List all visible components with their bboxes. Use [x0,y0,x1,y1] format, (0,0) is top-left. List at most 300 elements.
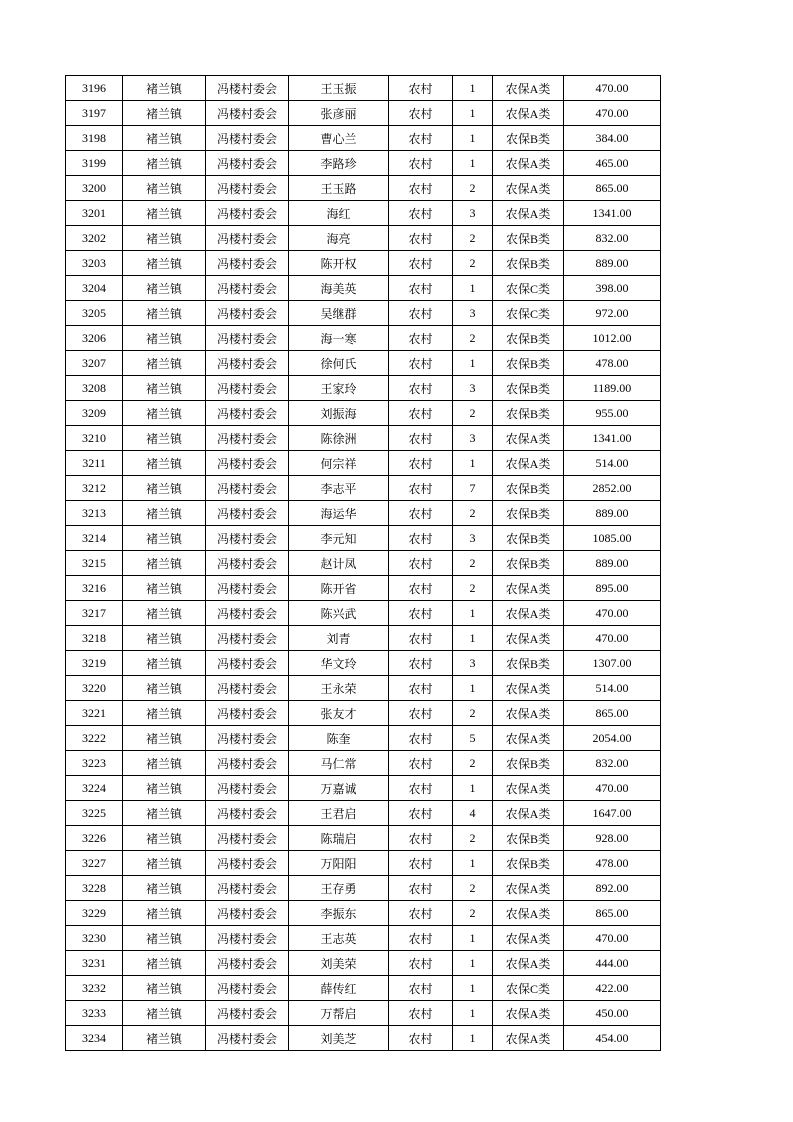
village-committee-cell: 冯楼村委会 [206,801,289,826]
row-id-cell: 3201 [66,201,123,226]
person-name-cell: 李元知 [289,526,389,551]
person-count-cell: 2 [453,576,493,601]
row-id-cell: 3214 [66,526,123,551]
town-cell: 褚兰镇 [123,951,206,976]
village-committee-cell: 冯楼村委会 [206,826,289,851]
amount-cell: 889.00 [564,501,661,526]
village-committee-cell: 冯楼村委会 [206,426,289,451]
person-name-cell: 万阳阳 [289,851,389,876]
residence-type-cell: 农村 [389,326,453,351]
row-id-cell: 3204 [66,276,123,301]
residence-type-cell: 农村 [389,476,453,501]
village-committee-cell: 冯楼村委会 [206,501,289,526]
town-cell: 褚兰镇 [123,976,206,1001]
person-name-cell: 王君启 [289,801,389,826]
person-name-cell: 刘振海 [289,401,389,426]
insurance-category-cell: 农保A类 [493,101,564,126]
town-cell: 褚兰镇 [123,101,206,126]
amount-cell: 972.00 [564,301,661,326]
town-cell: 褚兰镇 [123,901,206,926]
town-cell: 褚兰镇 [123,626,206,651]
insurance-category-cell: 农保A类 [493,951,564,976]
row-id-cell: 3198 [66,126,123,151]
person-name-cell: 王玉路 [289,176,389,201]
person-count-cell: 7 [453,476,493,501]
town-cell: 褚兰镇 [123,676,206,701]
row-id-cell: 3202 [66,226,123,251]
insurance-category-cell: 农保C类 [493,976,564,1001]
row-id-cell: 3197 [66,101,123,126]
village-committee-cell: 冯楼村委会 [206,476,289,501]
person-count-cell: 2 [453,501,493,526]
amount-cell: 865.00 [564,176,661,201]
town-cell: 褚兰镇 [123,826,206,851]
village-committee-cell: 冯楼村委会 [206,876,289,901]
person-name-cell: 赵计凤 [289,551,389,576]
insurance-category-cell: 农保C类 [493,301,564,326]
amount-cell: 478.00 [564,351,661,376]
insurance-category-cell: 农保B类 [493,351,564,376]
person-name-cell: 海红 [289,201,389,226]
insurance-category-cell: 农保B类 [493,476,564,501]
person-count-cell: 1 [453,1026,493,1051]
person-name-cell: 王永荣 [289,676,389,701]
row-id-cell: 3213 [66,501,123,526]
table-row [66,501,661,526]
person-name-cell: 陈开权 [289,251,389,276]
person-name-cell: 张彦丽 [289,101,389,126]
residence-type-cell: 农村 [389,76,453,101]
person-name-cell: 陈徐洲 [289,426,389,451]
person-count-cell: 1 [453,126,493,151]
village-committee-cell: 冯楼村委会 [206,701,289,726]
person-name-cell: 陈兴武 [289,601,389,626]
amount-cell: 1085.00 [564,526,661,551]
town-cell: 褚兰镇 [123,551,206,576]
amount-cell: 514.00 [564,676,661,701]
person-name-cell: 王家玲 [289,376,389,401]
insurance-category-cell: 农保A类 [493,801,564,826]
village-committee-cell: 冯楼村委会 [206,251,289,276]
village-committee-cell: 冯楼村委会 [206,226,289,251]
amount-cell: 889.00 [564,251,661,276]
town-cell: 褚兰镇 [123,151,206,176]
insurance-category-cell: 农保A类 [493,876,564,901]
insurance-category-cell: 农保B类 [493,851,564,876]
amount-cell: 470.00 [564,626,661,651]
amount-cell: 1307.00 [564,651,661,676]
amount-cell: 470.00 [564,776,661,801]
table-row [66,276,661,301]
row-id-cell: 3218 [66,626,123,651]
table-row [66,776,661,801]
residence-type-cell: 农村 [389,176,453,201]
amount-cell: 422.00 [564,976,661,1001]
person-count-cell: 3 [453,426,493,451]
amount-cell: 514.00 [564,451,661,476]
village-committee-cell: 冯楼村委会 [206,676,289,701]
table-row [66,126,661,151]
person-name-cell: 王玉振 [289,76,389,101]
amount-cell: 478.00 [564,851,661,876]
insurance-category-cell: 农保A类 [493,926,564,951]
row-id-cell: 3216 [66,576,123,601]
person-count-cell: 1 [453,1001,493,1026]
insurance-category-cell: 农保B类 [493,326,564,351]
residence-type-cell: 农村 [389,1001,453,1026]
table-row [66,226,661,251]
person-name-cell: 华文玲 [289,651,389,676]
village-committee-cell: 冯楼村委会 [206,551,289,576]
person-name-cell: 张友才 [289,701,389,726]
person-name-cell: 李振东 [289,901,389,926]
payment-table [65,75,661,1051]
insurance-category-cell: 农保A类 [493,201,564,226]
insurance-category-cell: 农保A类 [493,76,564,101]
town-cell: 褚兰镇 [123,501,206,526]
village-committee-cell: 冯楼村委会 [206,326,289,351]
residence-type-cell: 农村 [389,376,453,401]
row-id-cell: 3221 [66,701,123,726]
row-id-cell: 3232 [66,976,123,1001]
town-cell: 褚兰镇 [123,851,206,876]
village-committee-cell: 冯楼村委会 [206,851,289,876]
row-id-cell: 3233 [66,1001,123,1026]
village-committee-cell: 冯楼村委会 [206,651,289,676]
row-id-cell: 3211 [66,451,123,476]
person-name-cell: 刘美荣 [289,951,389,976]
residence-type-cell: 农村 [389,751,453,776]
person-count-cell: 1 [453,601,493,626]
insurance-category-cell: 农保A类 [493,451,564,476]
table-row [66,1001,661,1026]
person-name-cell: 王存勇 [289,876,389,901]
amount-cell: 470.00 [564,601,661,626]
row-id-cell: 3219 [66,651,123,676]
town-cell: 褚兰镇 [123,751,206,776]
village-committee-cell: 冯楼村委会 [206,451,289,476]
person-name-cell: 海运华 [289,501,389,526]
town-cell: 褚兰镇 [123,576,206,601]
table-row [66,801,661,826]
person-name-cell: 李路珍 [289,151,389,176]
row-id-cell: 3234 [66,1026,123,1051]
village-committee-cell: 冯楼村委会 [206,926,289,951]
town-cell: 褚兰镇 [123,651,206,676]
insurance-category-cell: 农保A类 [493,576,564,601]
amount-cell: 2852.00 [564,476,661,501]
payment-table-body [66,76,661,1051]
insurance-category-cell: 农保B类 [493,126,564,151]
person-name-cell: 海美英 [289,276,389,301]
table-row [66,851,661,876]
table-row [66,951,661,976]
residence-type-cell: 农村 [389,1026,453,1051]
town-cell: 褚兰镇 [123,201,206,226]
table-row [66,101,661,126]
residence-type-cell: 农村 [389,551,453,576]
village-committee-cell: 冯楼村委会 [206,751,289,776]
insurance-category-cell: 农保B类 [493,826,564,851]
person-count-cell: 1 [453,976,493,1001]
person-count-cell: 1 [453,676,493,701]
table-row [66,876,661,901]
residence-type-cell: 农村 [389,826,453,851]
row-id-cell: 3196 [66,76,123,101]
row-id-cell: 3205 [66,301,123,326]
person-name-cell: 李志平 [289,476,389,501]
residence-type-cell: 农村 [389,601,453,626]
village-committee-cell: 冯楼村委会 [206,951,289,976]
insurance-category-cell: 农保A类 [493,676,564,701]
residence-type-cell: 农村 [389,151,453,176]
table-row [66,676,661,701]
village-committee-cell: 冯楼村委会 [206,101,289,126]
residence-type-cell: 农村 [389,701,453,726]
person-count-cell: 4 [453,801,493,826]
town-cell: 褚兰镇 [123,526,206,551]
amount-cell: 2054.00 [564,726,661,751]
residence-type-cell: 农村 [389,651,453,676]
amount-cell: 384.00 [564,126,661,151]
insurance-category-cell: 农保B类 [493,551,564,576]
town-cell: 褚兰镇 [123,601,206,626]
row-id-cell: 3229 [66,901,123,926]
residence-type-cell: 农村 [389,626,453,651]
insurance-category-cell: 农保A类 [493,726,564,751]
person-name-cell: 陈瑞启 [289,826,389,851]
row-id-cell: 3217 [66,601,123,626]
village-committee-cell: 冯楼村委会 [206,201,289,226]
table-row [66,151,661,176]
residence-type-cell: 农村 [389,901,453,926]
town-cell: 褚兰镇 [123,926,206,951]
residence-type-cell: 农村 [389,226,453,251]
person-count-cell: 2 [453,326,493,351]
table-row [66,976,661,1001]
person-count-cell: 5 [453,726,493,751]
row-id-cell: 3220 [66,676,123,701]
person-count-cell: 3 [453,301,493,326]
insurance-category-cell: 农保B类 [493,651,564,676]
village-committee-cell: 冯楼村委会 [206,1026,289,1051]
person-name-cell: 万帮启 [289,1001,389,1026]
row-id-cell: 3230 [66,926,123,951]
residence-type-cell: 农村 [389,401,453,426]
row-id-cell: 3231 [66,951,123,976]
amount-cell: 889.00 [564,551,661,576]
row-id-cell: 3206 [66,326,123,351]
row-id-cell: 3210 [66,426,123,451]
town-cell: 褚兰镇 [123,401,206,426]
insurance-category-cell: 农保A类 [493,1026,564,1051]
residence-type-cell: 农村 [389,251,453,276]
town-cell: 褚兰镇 [123,301,206,326]
row-id-cell: 3227 [66,851,123,876]
village-committee-cell: 冯楼村委会 [206,526,289,551]
table-row [66,751,661,776]
row-id-cell: 3203 [66,251,123,276]
person-name-cell: 何宗祥 [289,451,389,476]
amount-cell: 1012.00 [564,326,661,351]
amount-cell: 832.00 [564,751,661,776]
insurance-category-cell: 农保A类 [493,601,564,626]
residence-type-cell: 农村 [389,501,453,526]
table-row [66,401,661,426]
village-committee-cell: 冯楼村委会 [206,126,289,151]
person-name-cell: 马仁常 [289,751,389,776]
person-count-cell: 1 [453,76,493,101]
person-count-cell: 1 [453,451,493,476]
table-row [66,701,661,726]
person-count-cell: 3 [453,651,493,676]
person-name-cell: 王志英 [289,926,389,951]
town-cell: 褚兰镇 [123,176,206,201]
amount-cell: 895.00 [564,576,661,601]
row-id-cell: 3208 [66,376,123,401]
insurance-category-cell: 农保B类 [493,751,564,776]
table-row [66,326,661,351]
person-name-cell: 曹心兰 [289,126,389,151]
amount-cell: 1341.00 [564,426,661,451]
person-count-cell: 3 [453,201,493,226]
table-row [66,726,661,751]
residence-type-cell: 农村 [389,126,453,151]
town-cell: 褚兰镇 [123,276,206,301]
village-committee-cell: 冯楼村委会 [206,776,289,801]
person-count-cell: 1 [453,276,493,301]
insurance-category-cell: 农保B类 [493,501,564,526]
village-committee-cell: 冯楼村委会 [206,576,289,601]
residence-type-cell: 农村 [389,351,453,376]
amount-cell: 1341.00 [564,201,661,226]
table-row [66,201,661,226]
town-cell: 褚兰镇 [123,776,206,801]
person-name-cell: 海亮 [289,226,389,251]
village-committee-cell: 冯楼村委会 [206,351,289,376]
town-cell: 褚兰镇 [123,701,206,726]
table-row [66,176,661,201]
residence-type-cell: 农村 [389,426,453,451]
row-id-cell: 3226 [66,826,123,851]
table-row [66,451,661,476]
amount-cell: 1647.00 [564,801,661,826]
table-row [66,351,661,376]
person-name-cell: 万嘉诚 [289,776,389,801]
residence-type-cell: 农村 [389,101,453,126]
table-row [66,576,661,601]
person-name-cell: 海一寒 [289,326,389,351]
residence-type-cell: 农村 [389,801,453,826]
person-count-cell: 1 [453,151,493,176]
person-count-cell: 2 [453,901,493,926]
table-row [66,301,661,326]
table-row [66,651,661,676]
insurance-category-cell: 农保A类 [493,701,564,726]
village-committee-cell: 冯楼村委会 [206,376,289,401]
table-row [66,826,661,851]
person-count-cell: 1 [453,626,493,651]
amount-cell: 955.00 [564,401,661,426]
insurance-category-cell: 农保B类 [493,251,564,276]
row-id-cell: 3225 [66,801,123,826]
town-cell: 褚兰镇 [123,801,206,826]
town-cell: 褚兰镇 [123,76,206,101]
amount-cell: 470.00 [564,76,661,101]
person-count-cell: 1 [453,951,493,976]
amount-cell: 865.00 [564,701,661,726]
village-committee-cell: 冯楼村委会 [206,176,289,201]
row-id-cell: 3222 [66,726,123,751]
person-name-cell: 刘青 [289,626,389,651]
town-cell: 褚兰镇 [123,876,206,901]
amount-cell: 470.00 [564,101,661,126]
town-cell: 褚兰镇 [123,1026,206,1051]
residence-type-cell: 农村 [389,726,453,751]
row-id-cell: 3209 [66,401,123,426]
town-cell: 褚兰镇 [123,226,206,251]
person-name-cell: 徐何氏 [289,351,389,376]
insurance-category-cell: 农保B类 [493,526,564,551]
village-committee-cell: 冯楼村委会 [206,76,289,101]
row-id-cell: 3200 [66,176,123,201]
row-id-cell: 3228 [66,876,123,901]
residence-type-cell: 农村 [389,201,453,226]
residence-type-cell: 农村 [389,301,453,326]
insurance-category-cell: 农保A类 [493,901,564,926]
village-committee-cell: 冯楼村委会 [206,601,289,626]
town-cell: 褚兰镇 [123,376,206,401]
village-committee-cell: 冯楼村委会 [206,151,289,176]
residence-type-cell: 农村 [389,576,453,601]
row-id-cell: 3223 [66,751,123,776]
amount-cell: 892.00 [564,876,661,901]
town-cell: 褚兰镇 [123,251,206,276]
town-cell: 褚兰镇 [123,726,206,751]
village-committee-cell: 冯楼村委会 [206,301,289,326]
person-count-cell: 1 [453,776,493,801]
person-count-cell: 2 [453,701,493,726]
table-row [66,926,661,951]
table-row [66,376,661,401]
town-cell: 褚兰镇 [123,476,206,501]
village-committee-cell: 冯楼村委会 [206,976,289,1001]
person-name-cell: 吴继群 [289,301,389,326]
insurance-category-cell: 农保B类 [493,376,564,401]
insurance-category-cell: 农保A类 [493,626,564,651]
residence-type-cell: 农村 [389,676,453,701]
insurance-category-cell: 农保A类 [493,1001,564,1026]
town-cell: 褚兰镇 [123,351,206,376]
person-count-cell: 1 [453,851,493,876]
amount-cell: 444.00 [564,951,661,976]
person-count-cell: 2 [453,176,493,201]
insurance-category-cell: 农保B类 [493,226,564,251]
residence-type-cell: 农村 [389,851,453,876]
residence-type-cell: 农村 [389,951,453,976]
town-cell: 褚兰镇 [123,426,206,451]
person-count-cell: 2 [453,401,493,426]
table-row [66,551,661,576]
row-id-cell: 3212 [66,476,123,501]
insurance-category-cell: 农保A类 [493,151,564,176]
person-count-cell: 2 [453,876,493,901]
insurance-category-cell: 农保A类 [493,426,564,451]
table-row [66,76,661,101]
table-row [66,1026,661,1051]
person-name-cell: 陈开省 [289,576,389,601]
insurance-category-cell: 农保C类 [493,276,564,301]
